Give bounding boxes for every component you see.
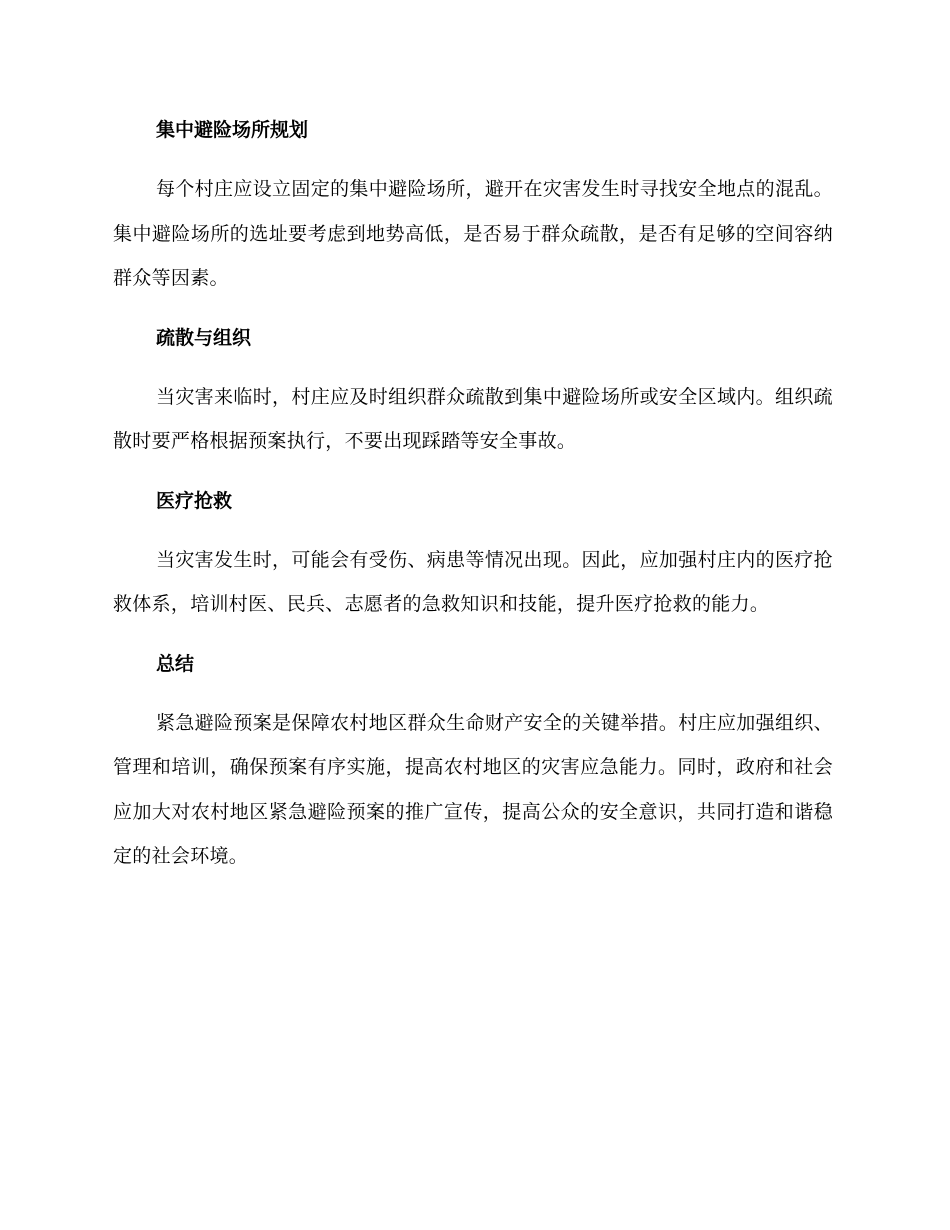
section-paragraph-medical-rescue: 当灾害发生时，可能会有受伤、病患等情况出现。因此，应加强村庄内的医疗抢救体系，培训村医、民兵、志愿者的急救知识和技能，提升医疗抢救的能力。 — [113, 548, 833, 615]
section-heading-evacuation: 疏散与组织 — [156, 326, 252, 349]
section-heading-medical-rescue: 医疗抢救 — [156, 489, 233, 512]
section-paragraph-shelter-planning: 每个村庄应设立固定的集中避险场所，避开在灾害发生时寻找安全地点的混乱。集中避险场所的选址要考虑到地势高低，是否易于群众疏散，是否有足够的空间容纳群众等因素。 — [113, 178, 833, 289]
section-paragraph-summary: 紧急避险预案是保障农村地区群众生命财产安全的关键举措。村庄应加强组织、管理和培训，确保预案有序实施，提高农村地区的灾害应急能力。同时，政府和社会应加大对农村地区紧急避险预案的推广宣传，提高公众的安全意识，共同打造和谐稳定的社会环境。 — [113, 711, 833, 867]
section-paragraph-evacuation: 当灾害来临时，村庄应及时组织群众疏散到集中避险场所或安全区域内。组织疏散时要严格根据预案执行，不要出现踩踏等安全事故。 — [113, 385, 833, 452]
document-content — [113, 108, 833, 894]
section-heading-summary: 总结 — [156, 652, 195, 675]
section-heading-shelter-planning: 集中避险场所规划 — [156, 119, 309, 141]
